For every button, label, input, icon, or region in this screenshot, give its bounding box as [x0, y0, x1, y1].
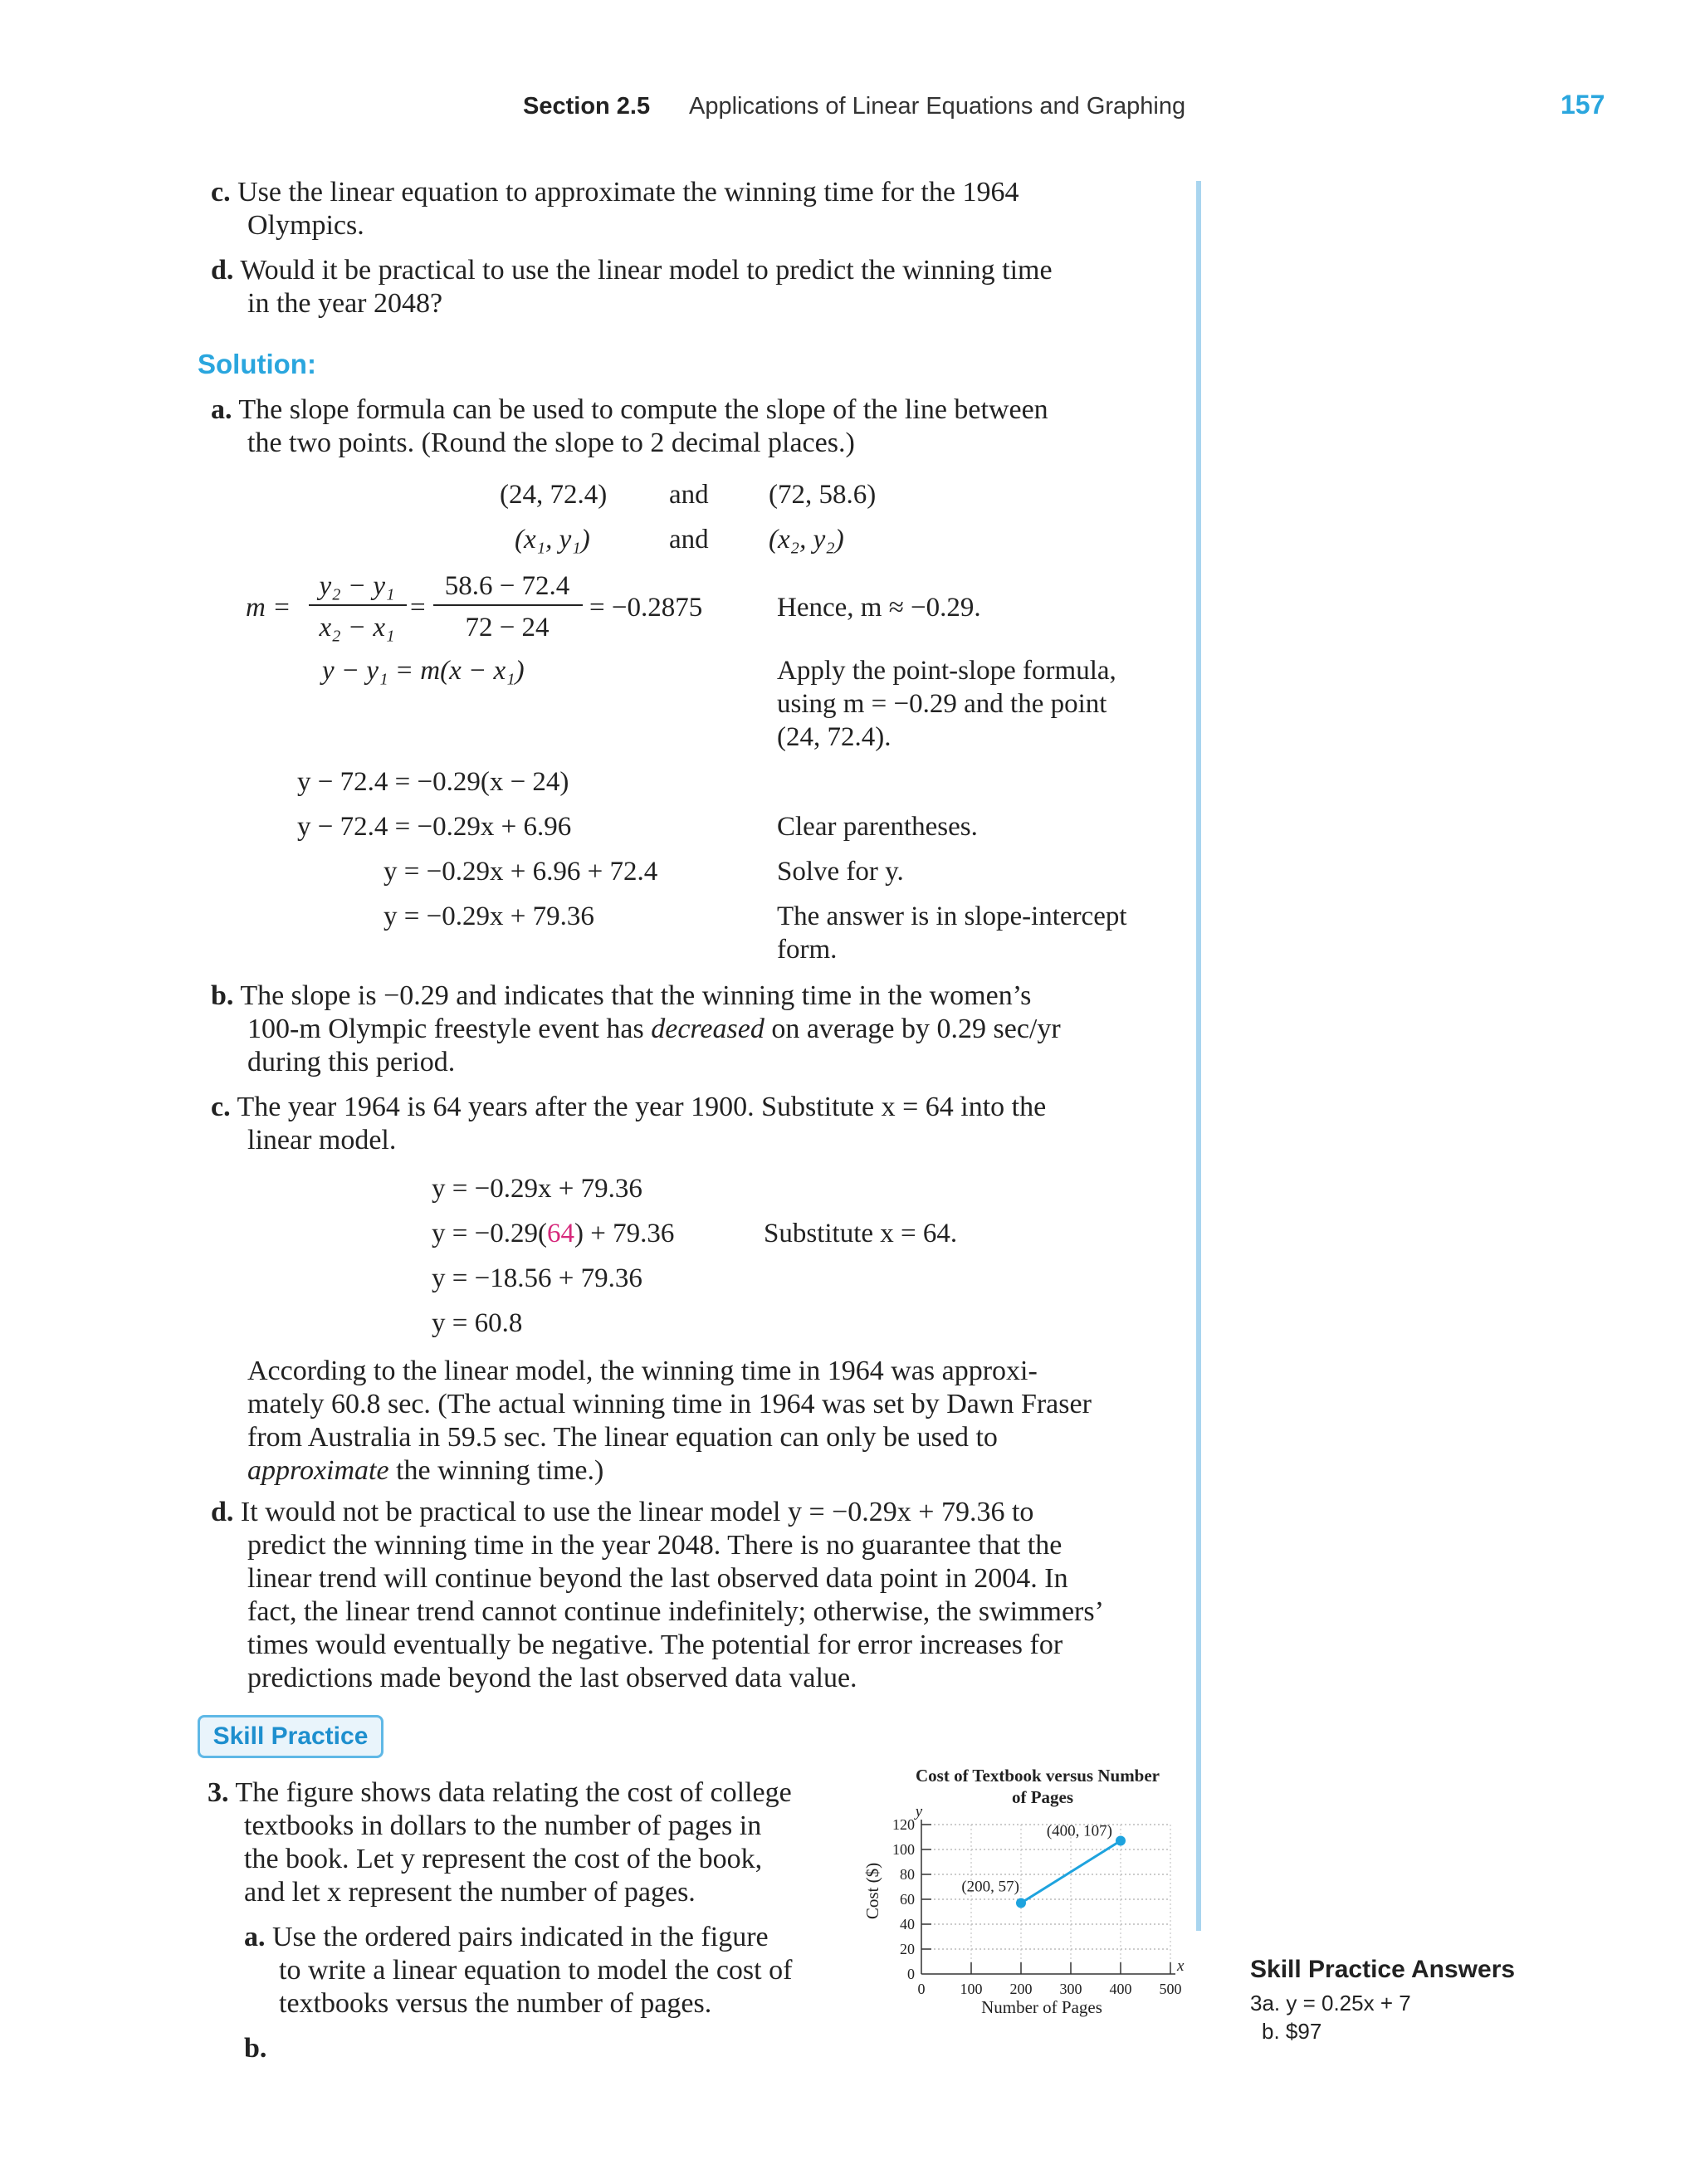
solution-d-label: d. [211, 1497, 234, 1527]
question-c-line2: Olympics. [247, 210, 364, 241]
apply-note-2: using m = −0.29 and the point [777, 689, 1107, 719]
c-paragraph-line4-post: the winning time.) [388, 1455, 604, 1486]
chart-ylabel: Cost ($) [862, 1862, 882, 1920]
apply-note-3: (24, 72.4). [777, 722, 892, 752]
solution-b-line2 [247, 1013, 1061, 1046]
c-equation-2-post: ) + 79.36 [574, 1219, 675, 1248]
step-3-note: Solve for y. [777, 857, 904, 887]
skill-part-a-line2: to write a linear equation to model the cost of [279, 1955, 793, 1986]
y-tick-label: 80 [900, 1866, 915, 1883]
hence-note: Hence, m ≈ −0.29. [777, 593, 981, 623]
step-2: y − 72.4 = −0.29x + 6.96 [297, 812, 572, 842]
slope-result: = −0.2875 [589, 593, 703, 623]
step-4-note-2: form. [777, 935, 838, 965]
question-c [211, 176, 1019, 209]
solution-d-line1: It would not be practical to use the linear model y = −0.29x + 79.36 to [240, 1497, 1034, 1527]
y-tick-label: 100 [892, 1841, 915, 1858]
solution-a-label: a. [211, 394, 232, 425]
fraction-1-numerator: y₂ − y₁ [319, 571, 395, 601]
x-tick-label: 300 [1059, 1981, 1082, 1997]
chart-series [961, 1823, 1126, 1908]
apply-note-1: Apply the point-slope formula, [777, 656, 1116, 686]
c-equation-2-note: Substitute x = 64. [764, 1219, 958, 1248]
question-d [211, 254, 1053, 287]
x-tick-label: 500 [1159, 1981, 1182, 1997]
question-c-line1: Use the linear equation to approximate the winning time for the 1964 [237, 177, 1019, 208]
y-tick-label: 120 [892, 1816, 915, 1833]
c-equation-4: y = 60.8 [432, 1308, 523, 1338]
point-1: (24, 72.4) [500, 480, 608, 510]
skill-problem-line1: The figure shows data relating the cost of college [235, 1777, 792, 1808]
point-2: (72, 58.6) [769, 480, 877, 510]
solution-b [211, 980, 1031, 1013]
equals-sign: = [410, 593, 426, 623]
solution-b-line2-post: on average by 0.29 sec/yr [764, 1014, 1061, 1044]
point-slope-formula: y − y₁ = m(x − x₁) [322, 656, 525, 686]
skill-part-a-line3: textbooks versus the number of pages. [279, 1988, 712, 2019]
c-paragraph-line4 [247, 1454, 603, 1488]
step-4-note-1: The answer is in slope-intercept [777, 901, 1127, 931]
c-paragraph-line3: from Australia in 59.5 sec. The linear equation can only be used to [247, 1422, 998, 1453]
answer-3a: 3a. y = 0.25x + 7 [1250, 1991, 1411, 2015]
skill-problem [208, 1776, 792, 1810]
solution-d-line6: predictions made beyond the last observed data value. [247, 1663, 857, 1693]
decreased-emphasis: decreased [651, 1014, 765, 1044]
fraction-1-denominator: x₂ − x₁ [319, 613, 395, 642]
data-point-label: (400, 107) [1046, 1822, 1112, 1840]
solution-b-label: b. [211, 980, 234, 1011]
step-4: y = −0.29x + 79.36 [383, 901, 594, 931]
skill-problem-line2: textbooks in dollars to the number of pages in [244, 1810, 762, 1841]
skill-part-a-label: a. [244, 1922, 266, 1952]
page-number: 157 [1561, 90, 1605, 120]
solution-b-line3: during this period. [247, 1047, 456, 1077]
solution-a-line1: The slope formula can be used to compute the slope of the line between [238, 394, 1048, 425]
step-1: y − 72.4 = −0.29(x − 24) [297, 767, 569, 797]
coord-2: (x₂, y₂) [769, 525, 844, 555]
solution-c [211, 1091, 1046, 1124]
c-paragraph-line2: mately 60.8 sec. (The actual winning time in 1964 was set by Dawn Fraser [247, 1389, 1092, 1419]
skill-problem-number: 3. [208, 1777, 229, 1808]
solution-d [211, 1496, 1033, 1529]
fraction-1-bar [309, 604, 407, 606]
y-tick-label: 0 [907, 1966, 915, 1982]
skill-part-a [244, 1921, 769, 1954]
answers-title: Skill Practice Answers [1250, 1956, 1516, 1983]
x-tick-label: 0 [917, 1981, 926, 1997]
chart-ticks [892, 1816, 1182, 1997]
chart-title-line2: of Pages [1011, 1787, 1074, 1807]
question-d-line1: Would it be practical to use the linear model to predict the winning time [240, 255, 1053, 286]
fraction-2-numerator: 58.6 − 72.4 [444, 571, 570, 601]
fraction-2-denominator: 72 − 24 [465, 613, 550, 642]
x-tick-label: 100 [960, 1981, 983, 1997]
slope-m: m = [246, 593, 291, 623]
textbook-cost-chart [855, 1760, 1204, 2025]
c-equation-1: y = −0.29x + 79.36 [432, 1174, 642, 1204]
c-paragraph-line1: According to the linear model, the winning time in 1964 was approxi- [247, 1356, 1038, 1386]
question-c-label: c. [211, 177, 231, 208]
solution-a-line2: the two points. (Round the slope to 2 decimal places.) [247, 428, 855, 458]
y-axis-letter: y [915, 1803, 923, 1820]
substituted-value: 64 [546, 1219, 574, 1248]
solution-d-line4: fact, the linear trend cannot continue indefinitely; otherwise, the swimmers’ [247, 1596, 1104, 1627]
question-d-label: d. [211, 255, 234, 286]
answer-3b: b. $97 [1262, 2019, 1322, 2044]
data-point-label: (200, 57) [961, 1878, 1019, 1896]
y-tick-label: 40 [900, 1916, 915, 1932]
skill-problem-line3: the book. Let y represent the cost of the book, [244, 1844, 763, 1874]
section-label: Section 2.5 [523, 93, 651, 120]
approximate-emphasis: approximate [247, 1455, 389, 1486]
c-equation-2-pre: y = −0.29( [432, 1219, 547, 1248]
step-3: y = −0.29x + 6.96 + 72.4 [383, 857, 658, 887]
x-tick-label: 400 [1109, 1981, 1132, 1997]
and-text-1: and [669, 480, 709, 510]
solution-b-line2-pre: 100-m Olympic freestyle event has [247, 1014, 652, 1044]
x-axis-letter: x [1177, 1957, 1185, 1975]
solution-c-label: c. [211, 1092, 231, 1122]
skill-part-b-label: b. [244, 2033, 267, 2064]
chart-title-line1: Cost of Textbook versus Number [915, 1766, 1160, 1786]
chart-xlabel: Number of Pages [981, 1997, 1102, 2017]
data-point [1116, 1836, 1126, 1846]
skill-practice-badge: Skill Practice [198, 1715, 383, 1758]
question-d-line2: in the year 2048? [247, 288, 443, 319]
c-equation-2 [432, 1217, 674, 1250]
solution-d-line5: times would eventually be negative. The potential for error increases for [247, 1629, 1063, 1660]
and-text-2: and [669, 525, 709, 555]
solution-d-line2: predict the winning time in the year 2048. There is no guarantee that the [247, 1530, 1062, 1561]
chart-grid [921, 1822, 1170, 1974]
solution-c-line2: linear model. [247, 1125, 397, 1156]
skill-problem-line4: and let x represent the number of pages. [244, 1877, 696, 1908]
coord-1: (x₁, y₁) [515, 525, 590, 555]
step-2-note: Clear parentheses. [777, 812, 978, 842]
y-tick-label: 60 [900, 1891, 915, 1908]
solution-d-line3: linear trend will continue beyond the last observed data point in 2004. In [247, 1563, 1068, 1594]
fraction-2-bar [433, 604, 583, 606]
solution-b-line1: The slope is −0.29 and indicates that the winning time in the women’s [240, 980, 1032, 1011]
skill-part-a-line1: Use the ordered pairs indicated in the figure [272, 1922, 769, 1952]
margin-rule [1196, 181, 1201, 1931]
section-title: Applications of Linear Equations and Graphing [689, 93, 1186, 120]
solution-heading: Solution: [198, 349, 316, 379]
y-tick-label: 20 [900, 1941, 915, 1957]
c-equation-3: y = −18.56 + 79.36 [432, 1263, 642, 1293]
solution-c-line1: The year 1964 is 64 years after the year 1900. Substitute x = 64 into the [237, 1092, 1047, 1122]
solution-a [211, 393, 1048, 427]
data-point [1016, 1898, 1026, 1908]
x-tick-label: 200 [1009, 1981, 1033, 1997]
